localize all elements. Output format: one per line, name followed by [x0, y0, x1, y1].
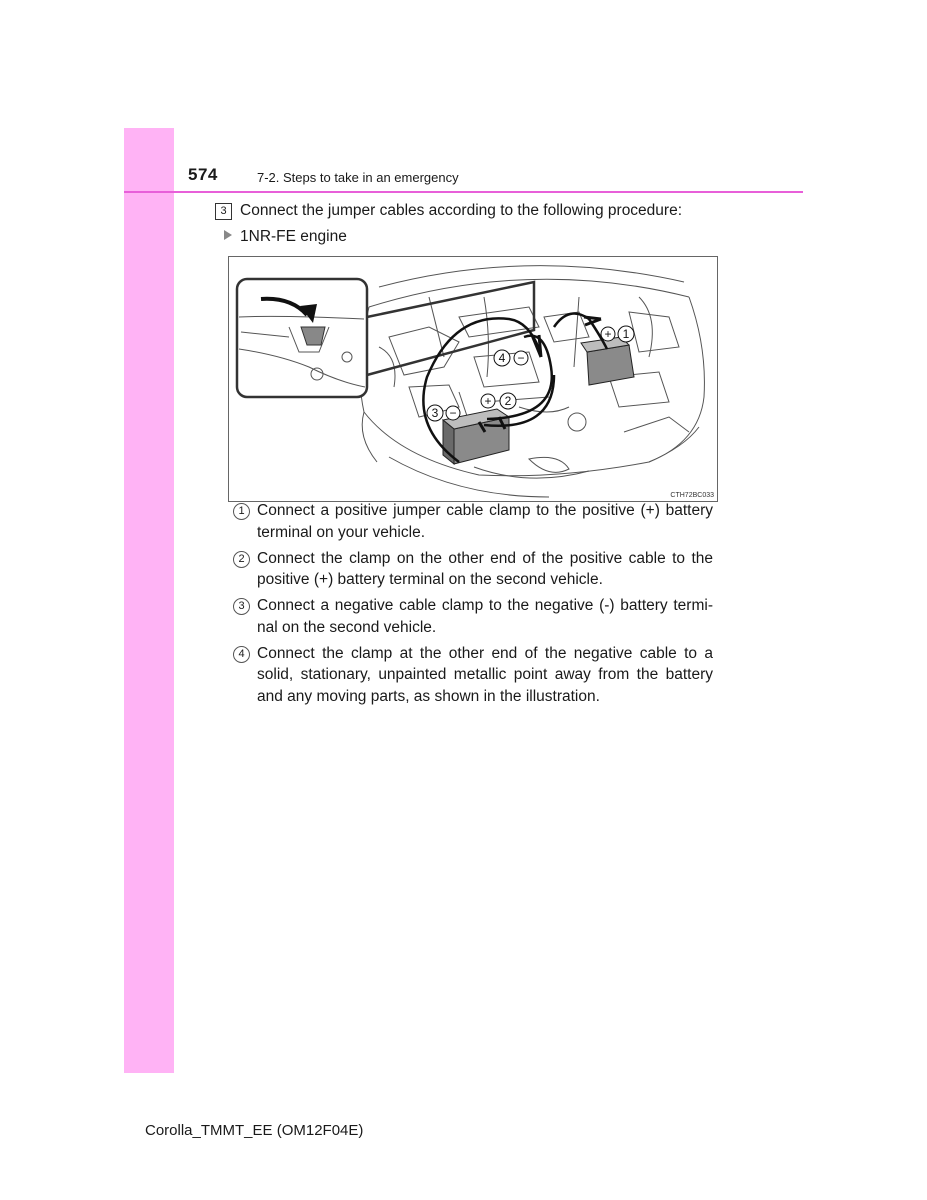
- item-text: Connect a positive jumper cable clamp to the positive (+) battery terminal on your vehicle.: [257, 502, 713, 541]
- svg-text:3: 3: [431, 406, 439, 420]
- circled-number: 2: [233, 551, 250, 568]
- callout-4: [494, 350, 510, 366]
- list-item: [233, 500, 713, 543]
- step-instruction: [215, 202, 682, 220]
- circled-number: 3: [233, 598, 250, 615]
- list-item: [233, 643, 713, 708]
- minus-sign-3: [446, 406, 460, 420]
- procedure-list: [233, 500, 713, 712]
- callout-layer: [229, 257, 717, 501]
- minus-sign-4: [514, 351, 528, 365]
- svg-text:−: −: [517, 351, 525, 365]
- page-number: 574: [188, 165, 218, 184]
- plus-sign-2: [481, 394, 495, 408]
- callout-3: [427, 405, 443, 421]
- callout-2: [500, 393, 516, 409]
- item-text: Connect a negative cable clamp to the negative (-) battery termi-nal on the second vehicle.: [257, 597, 713, 636]
- engine-label-text: 1NR-FE engine: [240, 228, 347, 245]
- list-item: [233, 595, 713, 638]
- item-text: Connect the clamp at the other end of the negative cable to a solid, stationary, unpainted metallic point away from the battery and any moving parts, as shown in the illustration.: [257, 644, 713, 705]
- circled-number: 1: [233, 503, 250, 520]
- svg-text:2: 2: [504, 394, 512, 408]
- engine-label: [224, 228, 347, 246]
- svg-text:+: +: [484, 394, 492, 408]
- footer-doc-id: Corolla_TMMT_EE (OM12F04E): [145, 1122, 364, 1139]
- list-item: [233, 548, 713, 591]
- plus-sign-1: [601, 327, 615, 341]
- item-text: Connect the clamp on the other end of the positive cable to the positive (+) battery terminal on the second vehicle.: [257, 549, 713, 588]
- figure-code: CTH72BC033: [670, 492, 714, 499]
- chapter-color-bar: [124, 128, 174, 1073]
- svg-text:+: +: [604, 327, 612, 341]
- circled-number: 4: [233, 646, 250, 663]
- header-divider: [124, 191, 803, 193]
- svg-text:−: −: [449, 406, 457, 420]
- section-title: 7-2. Steps to take in an emergency: [257, 170, 459, 185]
- jumper-cable-illustration: [228, 256, 718, 502]
- svg-text:4: 4: [498, 351, 506, 365]
- triangle-bullet-icon: [224, 230, 232, 240]
- svg-text:1: 1: [622, 327, 630, 341]
- step-text: Connect the jumper cables according to the following procedure:: [240, 202, 683, 219]
- step-number-box: 3: [215, 203, 232, 220]
- callout-1: [618, 326, 634, 342]
